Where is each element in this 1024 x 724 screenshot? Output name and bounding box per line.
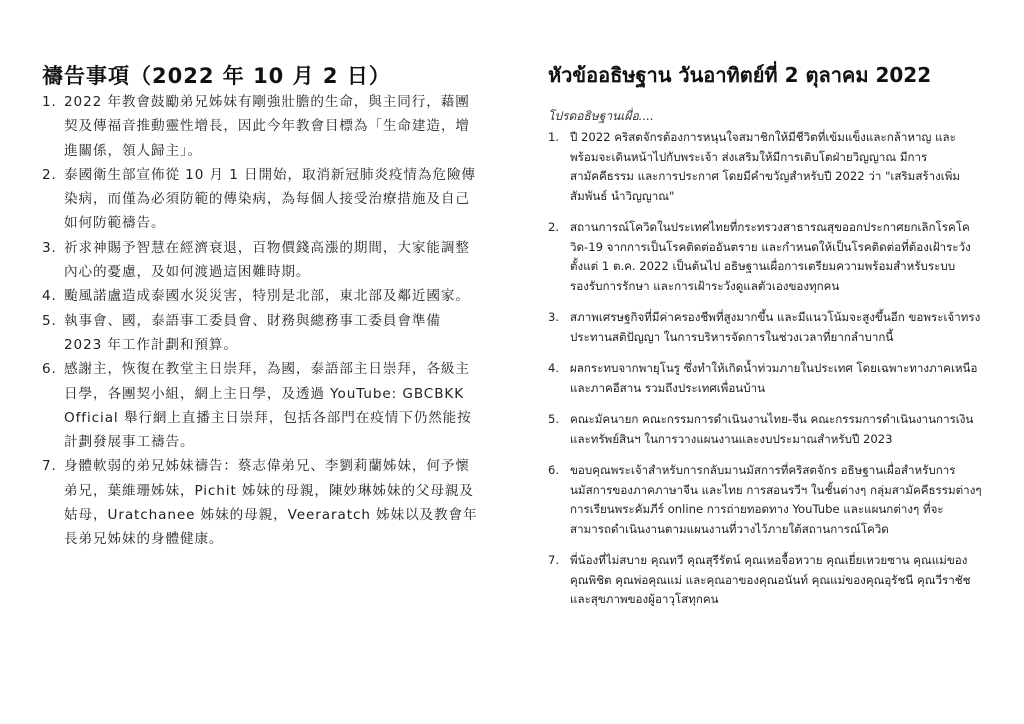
item-text: ผลกระทบจากพายุโนรู ซึ่งทำให้เกิดน้ำท่วมภายในประเทศ โดยเฉพาะทางภาคเหนือ และภาคอีสาน รวมถึงประเทศเพื่อนบ้าน: [570, 361, 978, 395]
item-text: พี่น้องที่ไม่สบาย คุณทวี คุณสุรีรัตน์ คุณเหอจื้อหวาย คุณเยี่ยเหวยซาน คุณแม่ของคุณพิชิต คุณพ่อคุณแม่ และคุณอาของคุณอนันท์ คุณแม่ของคุณอุรัชนี คุณวีราชัช และสุขภาพของผู้อาวุโสทุกคน: [570, 553, 971, 606]
item-number: 6.: [548, 463, 560, 477]
item-number: 3.: [42, 239, 57, 256]
item-number: 5.: [548, 412, 560, 426]
item-text: สถานการณ์โควิดในประเทศไทยที่กระทรวงสาธารณสุขออกประกาศยกเลิกโรคโควิด-19 จากการเป็นโรคติดต่ออันตราย และกำหนดให้เป็นโรคติดต่อที่ต้องเฝ้าระวัง ตั้งแต่ 1 ต.ค. 2022 เป็นต้นไป อธิษฐานเผื่อการเตรียมความพร้อมสำหรับระบบรองรับการรักษา และการเฝ้าระวังดูแลตัวเองของทุกคน: [570, 220, 971, 293]
item-number: 7.: [548, 553, 560, 567]
list-item: [548, 461, 984, 539]
item-text: สภาพเศรษฐกิจที่มีค่าครองชีพที่สูงมากขึ้น และมีแนวโน้มจะสูงขึ้นอีก ขอพระเจ้าทรงประทานสติปัญญา ในการบริหารจัดการในช่วงเวลาที่ยากลำบากนี้: [570, 310, 981, 344]
list-item: [42, 309, 482, 358]
list-item: [42, 163, 482, 236]
list-item: [548, 359, 984, 398]
item-number: 4.: [42, 288, 57, 305]
item-text: ขอบคุณพระเจ้าสำหรับการกลับมานมัสการที่คริสตจักร อธิษฐานเผื่อสำหรับการนมัสการของภาคภาษาจีน และไทย การสอนรวีฯ ในชั้นต่างๆ กลุ่มสามัคคีธรรมต่างๆ การเรียนพระคัมภีร์ online การถ่ายทอดทาง YouTube และแผนกต่างๆ ที่จะสามารถดำเนินงานตามแผนงานที่วางไว้ภายใต้สถานการณ์โควิด: [570, 463, 982, 536]
item-text: 祈求神賜予智慧在經濟衰退，百物價錢高漲的期間，大家能調整內心的憂慮，及如何渡過這困難時期。: [64, 239, 470, 281]
list-item: [548, 218, 984, 296]
item-number: 4.: [548, 361, 560, 375]
item-number: 7.: [42, 458, 57, 475]
item-text: ปี 2022 คริสตจักรต้องการหนุนใจสมาชิกให้มีชีวิตที่เข้มแข็งและกล้าหาญ และพร้อมจะเดินหน้าไปกับพระเจ้า ส่งเสริมให้มีการเติบโตฝ่ายวิญญาณ มีการสามัคคีธรรม และการประกาศ โดยมีคำขวัญสำหรับปี 2022 ว่า "เสริมสร้างเพิ่มสัมพันธ์ นำวิญญาณ": [570, 130, 961, 203]
item-text: 身體軟弱的弟兄姊妹禱告：蔡志偉弟兄、李劉莉蘭姊妹，何予懷弟兄，葉維珊姊妹，Pichit 姊妹的母親，陳妙琳姊妹的父母親及姑母，Uratchanee 姊妹的母親，Veeraratch 姊妹以及教會年長弟兄姊妹的身體健康。: [64, 458, 478, 548]
list-item: [548, 308, 984, 347]
item-text: 2022 年教會鼓勵弟兄姊妹有剛強壯膽的生命，與主同行，藉團契及傳福音推動靈性增長，因此今年教會目標為「生命建造，增進關係，領人歸主」。: [64, 94, 470, 159]
list-item: [42, 90, 482, 163]
item-number: 5.: [42, 312, 57, 329]
list-item: [42, 454, 482, 551]
item-text: 颱風諾盧造成泰國水災災害，特別是北部，東北部及鄰近國家。: [64, 288, 470, 305]
list-item: [548, 551, 984, 610]
item-text: 執事會、國，泰語事工委員會、財務與總務事工委員會準備 2023 年工作計劃和預算。: [64, 312, 441, 353]
item-number: 6.: [42, 361, 57, 378]
item-number: 3.: [548, 310, 560, 324]
thai-prayer-list: [548, 128, 984, 622]
item-text: 泰國衛生部宣佈從 10 月 1 日開始，取消新冠肺炎疫情為危險傳染病，而僅為必須防範的傳染病，為每個人接受治療措施及自己如何防範禱告。: [64, 166, 476, 232]
item-text: 感謝主，恢復在教堂主日崇拜，為國，泰語部主日崇拜，各級主日學，各團契小組，網上主日學，及透過 YouTube: GBCBKK Official 舉行網上直播主日崇拜，包括各部門在疫情下仍然能按計劃發展事工禱告。: [64, 361, 472, 451]
item-text: คณะมัคนายก คณะกรรมการดำเนินงานไทย-จีน คณะกรรมการดำเนินงานการเงินและทรัพย์สินฯ ในการวางแผนงานและงบประมาณสำหรับปี 2023: [570, 412, 974, 446]
list-item: [42, 236, 482, 285]
item-number: 1.: [42, 94, 57, 110]
chinese-prayer-list: [42, 90, 482, 552]
list-item: [548, 410, 984, 449]
thai-prayer-subtitle: โปรดอธิษฐานเผื่อ....: [548, 109, 654, 123]
list-item: [548, 128, 984, 206]
item-number: 2.: [548, 220, 560, 234]
chinese-prayer-title: 禱告事項（2022 年 10 月 2 日）: [42, 64, 391, 89]
item-number: 2.: [42, 166, 57, 183]
thai-prayer-title: หัวข้ออธิษฐาน วันอาทิตย์ที่ 2 ตุลาคม 2022: [548, 63, 932, 88]
list-item: [42, 357, 482, 454]
list-item: [42, 284, 482, 308]
item-number: 1.: [548, 130, 560, 144]
